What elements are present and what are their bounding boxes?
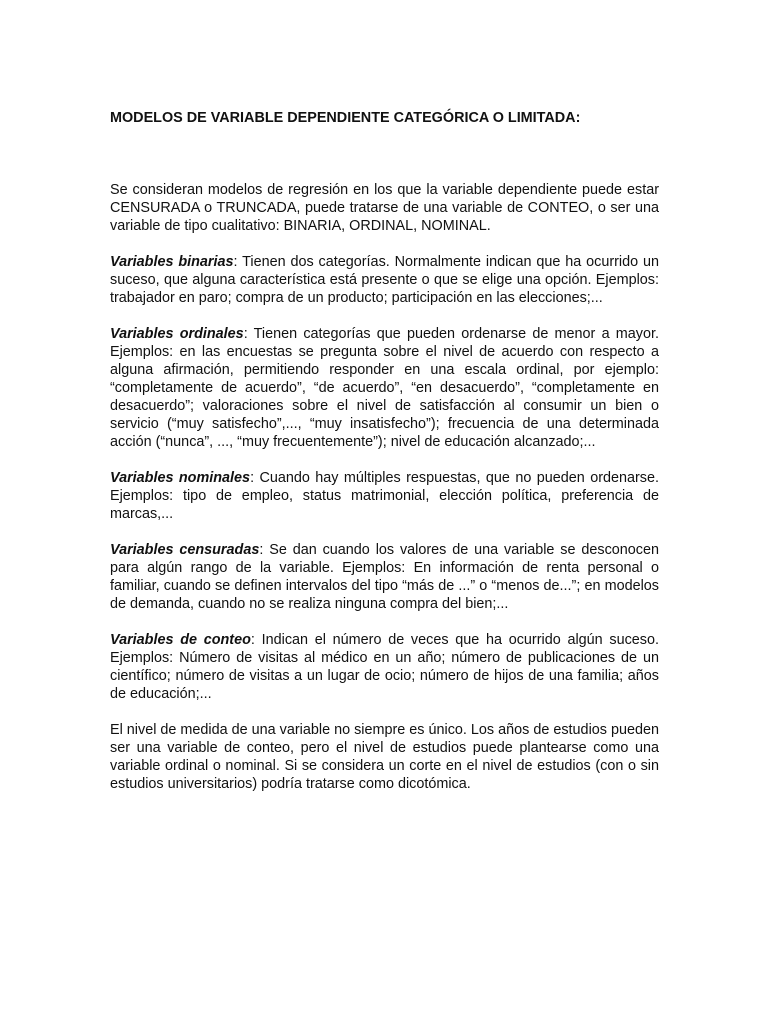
term-censored-variables: Variables censuradas: [110, 542, 260, 558]
term-nominal-variables: Variables nominales: [110, 470, 251, 486]
definition-binary-variables: : Tienen dos categorías. Normalmente indican que ha ocurrido un suceso, que alguna característica está presente o que se elige una opción. Ejemplos: trabajador en paro; compra de un producto; participación en las elecciones;...: [110, 254, 659, 306]
term-ordinal-variables: Variables ordinales: [110, 326, 244, 342]
document-title: MODELOS DE VARIABLE DEPENDIENTE CATEGÓRICA O LIMITADA:: [110, 110, 581, 126]
closing-paragraph: El nivel de medida de una variable no siempre es único. Los años de estudios pueden ser una variable de conteo, pero el nivel de estudios puede plantearse como una variable ordinal o nominal. Si se considera un corte en el nivel de estudios (con o sin estudios universitarios) podría tratarse como dicotómica.: [110, 722, 659, 792]
definition-count-variables: : Indican el número de veces que ha ocurrido algún suceso. Ejemplos: Número de visitas al médico en un año; número de publicaciones de un científico; número de visitas a un lugar de ocio; número de hijos de una familia; años de educación;...: [110, 632, 659, 702]
paragraph-binary-variables: [110, 253, 659, 307]
paragraph-nominal-variables: [110, 469, 659, 523]
definition-ordinal-variables: : Tienen categorías que pueden ordenarse de menor a mayor. Ejemplos: en las encuestas se pregunta sobre el nivel de acuerdo con respecto a alguna afirmación, permitiendo responder en una escala ordinal, por ejemplo: “completamente de acuerdo”, “de acuerdo”, “en desacuerdo”, “completamente en desacuerdo”; valoraciones sobre el nivel de satisfacción al consumir un bien o servicio (“muy satisfecho”,..., “muy insatisfecho”); frecuencia de una determinada acción (“nunca”, ..., “muy frecuentemente”); nivel de educación alcanzado;...: [110, 326, 659, 450]
paragraph-ordinal-variables: [110, 325, 659, 451]
term-count-variables: Variables de conteo: [110, 632, 251, 648]
term-binary-variables: Variables binarias: [110, 254, 234, 270]
paragraph-count-variables: [110, 631, 659, 703]
paragraph-censored-variables: [110, 541, 659, 613]
definition-censored-variables: : Se dan cuando los valores de una variable se desconocen para algún rango de la variable. Ejemplos: En información de renta personal o familiar, cuando se definen intervalos del tipo “más de ...” o “menos de...”; en modelos de demanda, cuando no se realiza ninguna compra del bien;...: [110, 542, 659, 612]
definition-nominal-variables: : Cuando hay múltiples respuestas, que no pueden ordenarse. Ejemplos: tipo de empleo, status matrimonial, elección política, preferencia de marcas,...: [110, 470, 660, 522]
intro-paragraph: Se consideran modelos de regresión en los que la variable dependiente puede estar CENSURADA o TRUNCADA, puede tratarse de una variable de CONTEO, o ser una variable de tipo cualitativo: BINARIA, ORDINAL, NOMINAL.: [110, 182, 659, 234]
document-body: [110, 109, 659, 793]
